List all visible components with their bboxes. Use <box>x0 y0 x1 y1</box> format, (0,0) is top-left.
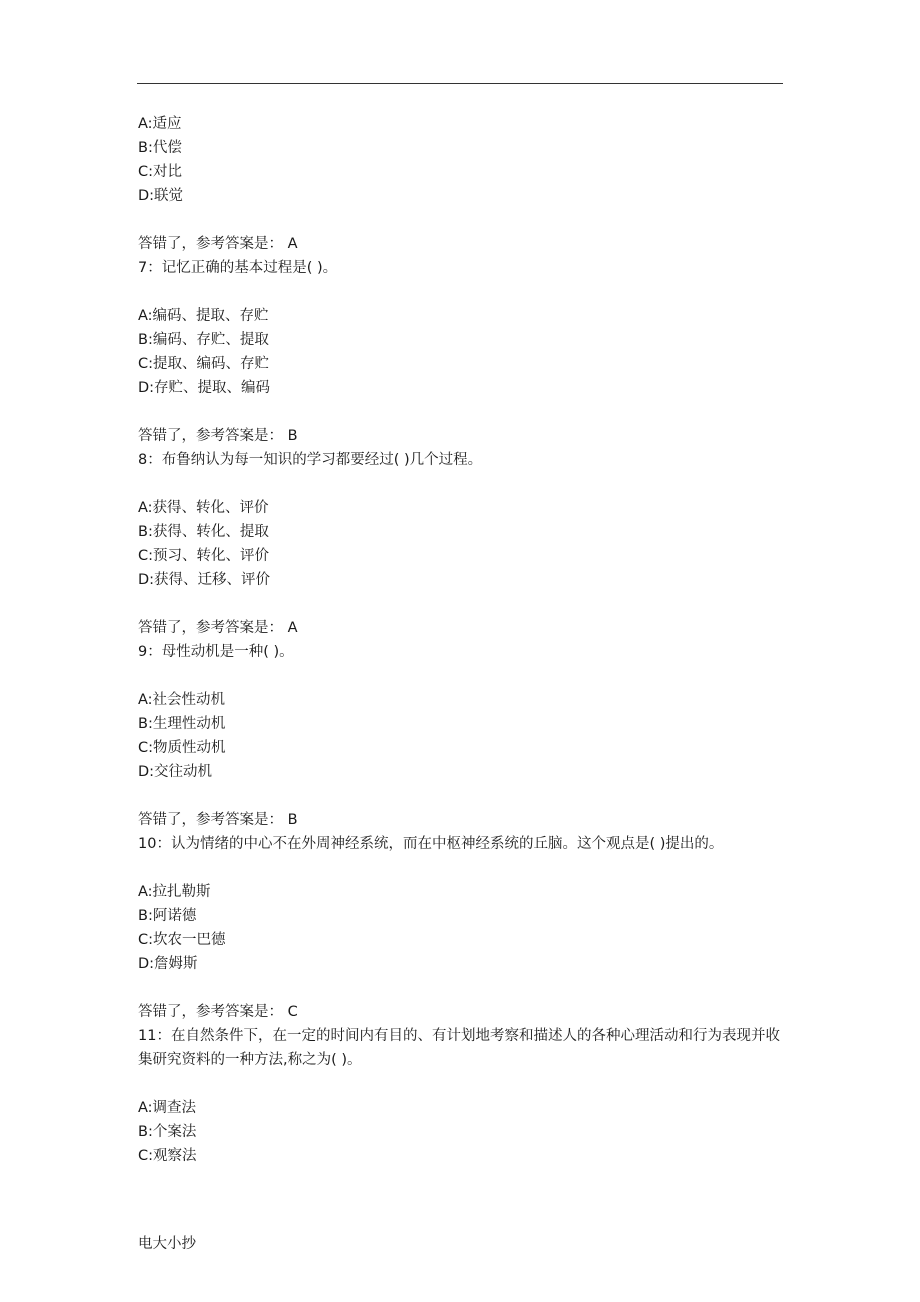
header-rule <box>137 83 783 84</box>
option: D:詹姆斯 <box>138 956 198 972</box>
page-footer: 电大小抄 <box>138 1236 196 1252</box>
option: D:存贮、提取、编码 <box>138 380 271 396</box>
question-block <box>138 640 788 832</box>
option: C:观察法 <box>138 1148 197 1164</box>
top-options <box>138 112 788 208</box>
option: C:提取、编码、存贮 <box>138 356 270 372</box>
answer-line: 答错了，参考答案是： C <box>138 1004 298 1020</box>
option: D:获得、迁移、评价 <box>138 572 271 588</box>
question-text: 10：认为情绪的中心不在外周神经系统，而在中枢神经系统的丘脑。这个观点是( )提出的。 <box>138 836 724 852</box>
question-text: 7：记忆正确的基本过程是( )。 <box>138 260 338 276</box>
question-block <box>138 448 788 640</box>
answer-line: 答错了，参考答案是： A <box>138 620 298 636</box>
option: C:预习、转化、评价 <box>138 548 270 564</box>
option: A:适应 <box>138 116 182 132</box>
question-text: 9：母性动机是一种( )。 <box>138 644 294 660</box>
option: B:获得、转化、提取 <box>138 524 269 540</box>
answer-line: 答错了，参考答案是： B <box>138 812 298 828</box>
answer-line: 答错了，参考答案是： B <box>138 428 298 444</box>
option: A:社会性动机 <box>138 692 226 708</box>
option: B:生理性动机 <box>138 716 226 732</box>
answer-line: 答错了，参考答案是： A <box>138 236 298 252</box>
option: D:交往动机 <box>138 764 213 780</box>
option: A:拉扎勒斯 <box>138 884 211 900</box>
option: A:获得、转化、评价 <box>138 500 269 516</box>
option: B:阿诺德 <box>138 908 197 924</box>
document-body <box>138 112 788 1168</box>
option: A:调查法 <box>138 1100 197 1116</box>
question-text: 8：布鲁纳认为每一知识的学习都要经过( )几个过程。 <box>138 452 483 468</box>
question-block <box>138 1024 788 1168</box>
option: B:个案法 <box>138 1124 197 1140</box>
option: D:联觉 <box>138 188 184 204</box>
option: B:编码、存贮、提取 <box>138 332 269 348</box>
option: A:编码、提取、存贮 <box>138 308 269 324</box>
question-text: 11：在自然条件下，在一定的时间内有目的、有计划地考察和描述人的各种心理活动和行为表现并收集研究资料的一种方法,称之为( )。 <box>138 1028 780 1068</box>
question-block <box>138 256 788 448</box>
option: C:物质性动机 <box>138 740 226 756</box>
option: C:对比 <box>138 164 183 180</box>
option: B:代偿 <box>138 140 182 156</box>
question-block <box>138 832 788 1024</box>
option: C:坎农一巴德 <box>138 932 226 948</box>
